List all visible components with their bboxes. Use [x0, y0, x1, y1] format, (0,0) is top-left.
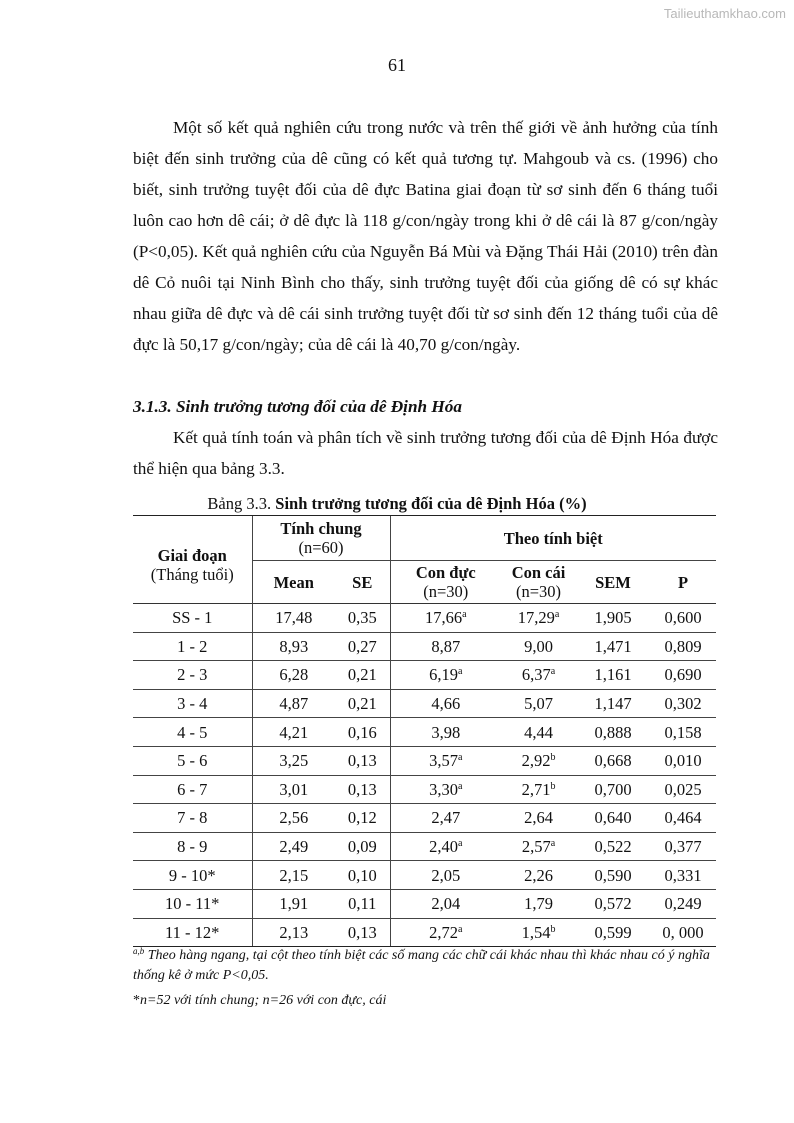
footnote-1-marker: a,b [133, 946, 145, 956]
cell-sem-value: 1,905 [594, 608, 632, 628]
cell-p-value: 0,464 [664, 808, 702, 828]
cell-p [650, 832, 716, 861]
cell-period [133, 861, 252, 890]
cell-period-value: 2 - 3 [177, 665, 208, 685]
cell-female-value: 2,64 [524, 808, 553, 828]
cell-male-value: 2,05 [431, 865, 461, 885]
cell-female [501, 689, 576, 718]
cell-period [133, 632, 252, 661]
header-overall [252, 516, 390, 561]
cell-sem [576, 718, 650, 747]
cell-female-value: 6,37 [521, 665, 551, 685]
cell-male-value: 4,66 [431, 694, 461, 714]
cell-female-superscript: b [550, 752, 556, 764]
body-paragraph-1: Một số kết quả nghiên cứu trong nước và trên thế giới về ảnh hưởng của tính biệt đến sinh trưởng của dê cũng có kết quả tương tự. Mahgoub và cs. (1996) cho biết, sinh trưởng tuyệt đối của dê đực Batina giai đoạn từ sơ sinh đến 6 tháng tuổi luôn cao hơn dê cái; ở dê đực là 118 g/con/ngày trong khi ở dê cái là 87 g/con/ngày (P<0,05). Kết quả nghiên cứu của Nguyễn Bá Mùi và Đặng Thái Hải (2010) trên đàn dê Cỏ nuôi tại Ninh Bình cho thấy, sinh trưởng tuyệt đối của giống dê có sự khác nhau giữa dê đực và dê cái sinh trưởng tuyệt đối từ sơ sinh đến 12 tháng tuổi của dê đực là 50,17 g/con/ngày; của dê cái là 40,70 g/con/ngày. [133, 118, 718, 354]
cell-mean-value: 8,93 [279, 636, 309, 656]
cell-period [133, 661, 252, 690]
cell-mean-value: 4,87 [279, 694, 309, 714]
cell-p [650, 604, 716, 633]
header-period-label: Giai đoạn [157, 545, 227, 565]
cell-period-value: 4 - 5 [177, 722, 208, 742]
cell-p [650, 918, 716, 947]
cell-se [335, 918, 390, 947]
cell-mean [252, 832, 335, 861]
cell-sem [576, 604, 650, 633]
cell-mean-value: 4,21 [279, 722, 309, 742]
cell-period [133, 918, 252, 947]
cell-sem-value: 0,599 [594, 922, 632, 942]
cell-mean-value: 1,91 [279, 894, 309, 914]
cell-mean [252, 718, 335, 747]
cell-period [133, 889, 252, 918]
cell-period-value: 8 - 9 [177, 837, 208, 857]
cell-period-value: SS - 1 [172, 608, 213, 628]
cell-p-value: 0,025 [664, 779, 702, 799]
cell-period-value: 5 - 6 [177, 751, 208, 771]
cell-female-value: 2,71 [521, 779, 551, 799]
cell-se-value: 0,13 [347, 751, 377, 771]
cell-sem [576, 918, 650, 947]
cell-p [650, 804, 716, 833]
cell-male-value: 2,72 [429, 922, 458, 942]
growth-table [133, 515, 716, 947]
cell-p [650, 889, 716, 918]
cell-male-superscript: a [457, 923, 463, 935]
header-female-label: Con cái [511, 563, 566, 582]
cell-p [650, 746, 716, 775]
header-male [390, 561, 501, 604]
header-se: SE [352, 572, 373, 592]
cell-mean-value: 2,49 [279, 837, 309, 857]
cell-male-superscript: a [457, 780, 463, 792]
cell-female [501, 661, 576, 690]
cell-p-value: 0,249 [664, 894, 702, 914]
cell-female [501, 861, 576, 890]
cell-male [390, 804, 501, 833]
cell-male-value: 8,87 [431, 636, 461, 656]
cell-male [390, 861, 501, 890]
cell-se [335, 832, 390, 861]
cell-se [335, 804, 390, 833]
table-row [133, 661, 716, 690]
header-male-n: (n=30) [423, 582, 469, 601]
header-sem: SEM [595, 572, 631, 592]
cell-p-value: 0,010 [664, 751, 702, 771]
cell-mean [252, 661, 335, 690]
cell-sem [576, 832, 650, 861]
cell-female-value: 2,57 [521, 837, 551, 857]
cell-p-value: 0,158 [664, 722, 702, 742]
body-paragraph-2: Kết quả tính toán và phân tích về sinh trưởng tương đối của dê Định Hóa được thể hiện qua bảng 3.3. [133, 428, 718, 478]
table-row [133, 604, 716, 633]
table-body [133, 604, 716, 947]
cell-male-value: 2,47 [431, 808, 461, 828]
header-male-label: Con đực [415, 563, 476, 582]
cell-female-value: 5,07 [524, 694, 553, 714]
cell-male [390, 718, 501, 747]
cell-period [133, 775, 252, 804]
cell-male [390, 832, 501, 861]
footnote-1-text: Theo hàng ngang, tại cột theo tính biệt các số mang các chữ cái khác nhau thì khác nhau có ý nghĩa thống kê ở mức P<0,05. [133, 948, 710, 983]
cell-female-superscript: b [550, 780, 556, 792]
header-p: P [677, 572, 689, 592]
cell-male-value: 3,30 [429, 779, 458, 799]
cell-period-value: 10 - 11* [165, 894, 220, 914]
cell-p [650, 718, 716, 747]
cell-female-value: 17,29 [517, 608, 555, 628]
footnote-significance [133, 946, 718, 986]
cell-period-value: 3 - 4 [177, 694, 208, 714]
cell-se [335, 746, 390, 775]
cell-female-value: 2,92 [521, 751, 551, 771]
cell-male-superscript: a [457, 838, 463, 850]
cell-mean [252, 775, 335, 804]
cell-p [650, 861, 716, 890]
cell-sem-value: 0,888 [594, 722, 632, 742]
cell-male-value: 2,40 [429, 837, 458, 857]
cell-se-value: 0,09 [347, 837, 377, 857]
cell-se-value: 0,27 [347, 636, 377, 656]
cell-female [501, 832, 576, 861]
cell-female-value: 1,79 [524, 894, 553, 914]
watermark: Tailieuthamkhao.com [663, 6, 786, 21]
cell-se [335, 661, 390, 690]
cell-female [501, 918, 576, 947]
cell-p-value: 0,600 [664, 608, 702, 628]
cell-female [501, 746, 576, 775]
footnote-2-text: n=52 với tính chung; n=26 với con đực, cái [140, 993, 387, 1008]
cell-mean-value: 17,48 [275, 608, 313, 628]
cell-male-value: 3,98 [431, 722, 461, 742]
cell-period-value: 9 - 10* [168, 865, 216, 885]
cell-female [501, 632, 576, 661]
cell-sem-value: 1,147 [594, 694, 632, 714]
cell-p [650, 689, 716, 718]
cell-male-value: 17,66 [424, 608, 463, 628]
header-overall-label: Tính chung [280, 519, 362, 538]
cell-se [335, 775, 390, 804]
cell-mean [252, 918, 335, 947]
cell-p [650, 632, 716, 661]
cell-sem-value: 0,668 [594, 751, 632, 771]
cell-sem-value: 0,590 [594, 865, 632, 885]
cell-female-superscript: a [554, 609, 560, 621]
cell-mean-value: 6,28 [279, 665, 309, 685]
section-heading: 3.1.3. Sinh trưởng tương đối của dê Định Hóa [133, 397, 462, 416]
cell-period [133, 604, 252, 633]
cell-female-value: 4,44 [524, 722, 553, 742]
cell-period-value: 1 - 2 [177, 636, 208, 656]
cell-mean [252, 632, 335, 661]
cell-se [335, 604, 390, 633]
cell-p-value: 0, 000 [662, 922, 704, 942]
cell-female-superscript: b [550, 923, 556, 935]
table-row [133, 832, 716, 861]
cell-p [650, 661, 716, 690]
table-row [133, 918, 716, 947]
cell-se-value: 0,11 [348, 894, 377, 914]
cell-se-value: 0,35 [347, 608, 377, 628]
cell-mean-value: 2,56 [279, 808, 309, 828]
table-row [133, 861, 716, 890]
cell-female [501, 804, 576, 833]
footnote-2-marker: * [133, 993, 140, 1008]
cell-p-value: 0,809 [664, 636, 702, 656]
table-row [133, 746, 716, 775]
cell-sem [576, 632, 650, 661]
header-overall-n: (n=60) [298, 538, 344, 557]
cell-mean [252, 861, 335, 890]
cell-sem [576, 689, 650, 718]
cell-p-value: 0,690 [664, 665, 702, 685]
table-caption-prefix: Bảng 3.3. [207, 494, 272, 513]
cell-female [501, 775, 576, 804]
cell-se [335, 889, 390, 918]
cell-male [390, 889, 501, 918]
cell-p-value: 0,331 [664, 865, 702, 885]
cell-male [390, 689, 501, 718]
cell-sem [576, 861, 650, 890]
cell-mean-value: 3,01 [279, 779, 309, 799]
cell-female [501, 889, 576, 918]
cell-male-superscript: a [457, 666, 463, 678]
header-female-n: (n=30) [515, 582, 562, 601]
header-female [501, 561, 576, 604]
cell-se-value: 0,21 [347, 694, 377, 714]
cell-male-value: 3,57 [429, 751, 458, 771]
table-caption-title: Sinh trưởng tương đối của dê Định Hóa (%) [275, 494, 587, 513]
cell-female-value: 2,26 [524, 865, 553, 885]
header-mean: Mean [252, 561, 335, 604]
cell-female [501, 718, 576, 747]
cell-male [390, 775, 501, 804]
footnote-sample-size [133, 991, 718, 1011]
cell-sem-value: 0,572 [594, 894, 632, 914]
cell-male-value: 2,04 [431, 894, 461, 914]
table-row [133, 632, 716, 661]
cell-period-value: 11 - 12* [165, 922, 220, 942]
cell-female-superscript: a [550, 666, 556, 678]
cell-se-value: 0,10 [347, 865, 377, 885]
cell-se-value: 0,21 [347, 665, 377, 685]
cell-male-superscript: a [457, 752, 463, 764]
cell-mean [252, 746, 335, 775]
table-row [133, 718, 716, 747]
cell-mean [252, 804, 335, 833]
cell-period [133, 689, 252, 718]
cell-male-superscript: a [462, 609, 467, 621]
cell-male [390, 918, 501, 947]
cell-period [133, 718, 252, 747]
cell-period [133, 832, 252, 861]
table-row [133, 689, 716, 718]
cell-sem-value: 0,640 [594, 808, 632, 828]
cell-male [390, 632, 501, 661]
cell-mean [252, 604, 335, 633]
cell-p [650, 775, 716, 804]
header-by-sex: Theo tính biệt [390, 516, 716, 561]
cell-female-value: 1,54 [521, 922, 551, 942]
cell-p-value: 0,377 [664, 837, 702, 857]
cell-mean-value: 3,25 [279, 751, 309, 771]
cell-mean [252, 689, 335, 718]
cell-se [335, 689, 390, 718]
cell-se-value: 0,12 [347, 808, 377, 828]
table-row [133, 804, 716, 833]
cell-female-superscript: a [550, 838, 556, 850]
cell-sem [576, 804, 650, 833]
cell-period [133, 746, 252, 775]
cell-female [501, 604, 576, 633]
cell-period [133, 804, 252, 833]
cell-se [335, 718, 390, 747]
cell-male [390, 604, 501, 633]
cell-period-value: 6 - 7 [177, 779, 208, 799]
cell-sem [576, 889, 650, 918]
cell-female-value: 9,00 [524, 636, 553, 656]
cell-sem [576, 661, 650, 690]
cell-se-value: 0,13 [347, 779, 377, 799]
cell-sem [576, 746, 650, 775]
cell-sem-value: 0,700 [594, 779, 632, 799]
header-period-unit: (Tháng tuổi) [150, 564, 234, 584]
cell-mean-value: 2,13 [279, 922, 309, 942]
cell-sem-value: 0,522 [594, 837, 632, 857]
table-row [133, 889, 716, 918]
cell-male-value: 6,19 [429, 665, 458, 685]
page-number: 61 [388, 55, 406, 75]
cell-sem [576, 775, 650, 804]
cell-mean [252, 889, 335, 918]
cell-se-value: 0,16 [347, 722, 377, 742]
table-caption [0, 494, 794, 514]
cell-period-value: 7 - 8 [177, 808, 208, 828]
header-period [133, 516, 252, 604]
cell-mean-value: 2,15 [279, 865, 309, 885]
cell-se [335, 861, 390, 890]
cell-se [335, 632, 390, 661]
table-row [133, 775, 716, 804]
cell-se-value: 0,13 [347, 922, 377, 942]
cell-p-value: 0,302 [664, 694, 702, 714]
cell-male [390, 746, 501, 775]
cell-sem-value: 1,471 [594, 636, 632, 656]
cell-male [390, 661, 501, 690]
cell-sem-value: 1,161 [594, 665, 632, 685]
